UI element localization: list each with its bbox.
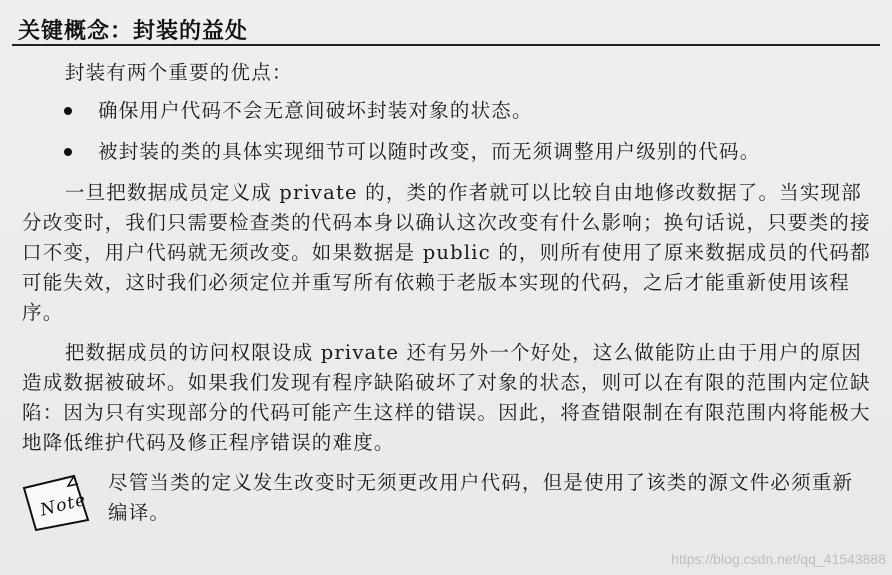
title-bar (12, 10, 880, 46)
list-item-text: 确保用户代码不会无意间破坏封装对象的状态。 (98, 99, 533, 122)
benefit-list (22, 96, 872, 167)
list-item-text: 被封装的类的具体实现细节可以随时改变，而无须调整用户级别的代码。 (98, 140, 761, 163)
body-text (22, 58, 872, 528)
note-box (22, 468, 872, 528)
note-icon (16, 470, 100, 532)
list-item (22, 96, 872, 126)
note-text: 尽管当类的定义发生改变时无须更改用户代码，但是使用了该类的源文件必须重新编译。 (108, 471, 854, 524)
bullet-icon (64, 107, 72, 115)
paragraph-1: 一旦把数据成员定义成 private 的，类的作者就可以比较自由地修改数据了。当实现部分改变时，我们只需要检查类的代码本身以确认这次改变有什么影响；换句话说，只要类的接口不变，用户代码就无须改变。如果数据是 public 的，则所有使用了原来数据成员的代码都可能失效，这时我们必须定位并重写所有依赖于老版本实现的代码，之后才能重新使用该程序。 (22, 181, 871, 324)
paragraph-2: 把数据成员的访问权限设成 private 还有另外一个好处，这么做能防止由于用户的原因造成数据被破坏。如果我们发现有程序缺陷破坏了对象的状态，则可以在有限的范围内定位缺陷：因为只有实现部分的代码可能产生这样的错误。因此，将查错限制在有限范围内将能极大地降低维护代码及修正程序错误的难度。 (22, 341, 871, 454)
bullet-icon (64, 148, 72, 156)
intro-text: 封装有两个重要的优点： (64, 61, 293, 84)
note-icon-label: Note (38, 489, 89, 521)
list-item (22, 137, 872, 167)
page-title: 关键概念：封装的益处 (18, 18, 249, 44)
watermark: https://blog.csdn.net/qq_41543888 (671, 551, 886, 567)
